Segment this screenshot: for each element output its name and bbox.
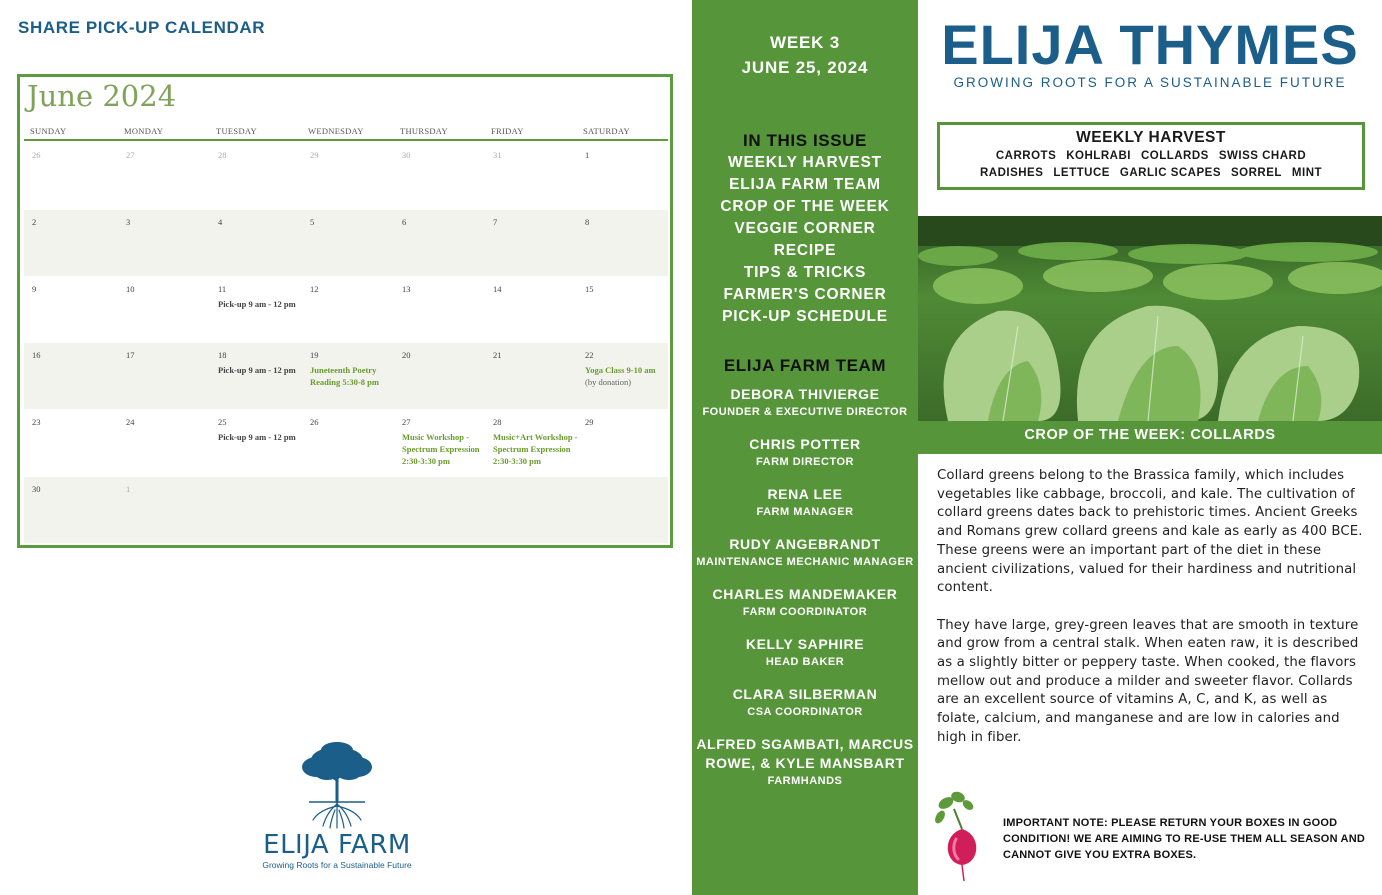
calendar-day-cell — [302, 143, 394, 209]
calendar-day-cell — [210, 210, 302, 276]
weekday-label: MONDAY — [124, 126, 164, 136]
calendar-day-cell — [485, 410, 577, 476]
elija-farm-logo — [252, 740, 422, 875]
calendar-day-cell — [394, 210, 485, 276]
member-role: FARMHANDS — [767, 775, 843, 787]
harvest-item: RADISHES — [979, 167, 1044, 179]
day-of-week-header — [24, 126, 668, 141]
member-role: FOUNDER & EXECUTIVE DIRECTOR — [702, 406, 908, 418]
toc-item: VEGGIE CORNER — [734, 220, 876, 237]
day-number: 7 — [493, 216, 498, 227]
team-member — [692, 585, 918, 620]
farm-team — [692, 355, 918, 804]
toc-item: CROP OF THE WEEK — [720, 198, 890, 215]
calendar-day-cell — [118, 143, 210, 209]
calendar-month-title: June 2024 — [27, 79, 177, 113]
harvest-item: GARLIC SCAPES — [1119, 167, 1221, 179]
toc-title: IN THIS ISSUE — [743, 131, 867, 150]
member-role: FARM DIRECTOR — [756, 456, 854, 468]
member-name: KELLY SAPHIRE — [745, 636, 865, 652]
calendar-week-row — [24, 410, 668, 476]
team-member — [692, 685, 918, 720]
day-number: 26 — [310, 417, 319, 428]
harvest-line-1 — [940, 148, 1362, 165]
team-member — [692, 385, 918, 420]
tree-roots-icon — [297, 740, 377, 830]
weekday-label: FRIDAY — [491, 126, 524, 136]
collards-article — [937, 467, 1367, 766]
event-title: Music Workshop - Spectrum Expression 2:30-3:30 pm — [402, 432, 480, 467]
calendar-day-cell — [577, 410, 668, 476]
day-number: 4 — [218, 216, 223, 227]
event-title: Pick-up 9 am - 12 pm — [218, 365, 296, 376]
calendar-event — [402, 431, 488, 467]
calendar-day-cell — [485, 143, 577, 209]
logo-tagline: Growing Roots for a Sustainable Future — [262, 860, 412, 870]
masthead-tagline: GROWING ROOTS FOR A SUSTAINABLE FUTURE — [953, 75, 1347, 90]
day-number: 23 — [32, 417, 41, 428]
event-title: Pick-up 9 am - 12 pm — [218, 298, 296, 309]
toc-item: ELIJA FARM TEAM — [729, 176, 881, 193]
masthead-title: ELIJA THYMES — [941, 13, 1359, 76]
day-number: 29 — [585, 417, 594, 428]
calendar-day-cell — [302, 277, 394, 343]
calendar-day-cell — [210, 277, 302, 343]
event-title: Yoga Class 9-10 am — [585, 365, 656, 376]
harvest-item: KOHLRABI — [1066, 150, 1131, 162]
event-title: Juneteenth Poetry Reading 5:30-8 pm — [310, 365, 379, 388]
weekday-label: SATURDAY — [583, 126, 630, 136]
calendar-day-cell — [577, 277, 668, 343]
issue-date: JUNE 25, 2024 — [741, 58, 869, 77]
calendar-day-cell — [394, 477, 485, 543]
day-number: 2 — [32, 216, 37, 227]
member-name: DEBORA THIVIERGE — [730, 386, 880, 402]
calendar-week-row — [24, 210, 668, 276]
day-number: 1 — [126, 484, 131, 494]
weekday-label: SUNDAY — [30, 126, 67, 136]
calendar-day-cell — [24, 277, 118, 343]
day-number: 13 — [402, 283, 411, 294]
weekday-label: WEDNESDAY — [308, 126, 364, 136]
table-of-contents — [692, 130, 918, 328]
calendar-event — [218, 364, 304, 376]
day-number: 27 — [402, 417, 411, 428]
calendar-day-cell — [577, 143, 668, 209]
calendar-day-cell — [577, 210, 668, 276]
harvest-line-2 — [940, 165, 1362, 182]
calendar-day-cell — [302, 410, 394, 476]
day-number: 9 — [32, 283, 37, 294]
day-number: 15 — [585, 283, 594, 294]
calendar-day-cell — [24, 410, 118, 476]
harvest-title: WEEKLY HARVEST — [1076, 129, 1226, 146]
member-role: HEAD BAKER — [765, 656, 845, 668]
calendar-day-cell — [302, 343, 394, 409]
member-role: CSA COORDINATOR — [747, 706, 863, 718]
day-number: 22 — [585, 350, 594, 361]
event-title: Pick-up 9 am - 12 pm — [218, 432, 296, 443]
calendar-day-cell — [210, 343, 302, 409]
toc-item: RECIPE — [773, 242, 837, 259]
collards-field-image — [918, 216, 1382, 421]
issue-week: WEEK 3 — [770, 33, 840, 52]
day-number: 8 — [585, 216, 590, 227]
article-paragraph-2: They have large, grey-green leaves that are smooth in texture and grow from a central stalk. When eaten raw, it is described as a slightly bitter or peppery taste. When cooked, the flavors mellow out and produce a milder and sweeter flavor. Collards are an excellent source of vitamins A, C, and K, as well as folate, calcium, and manganese and are low in calories and high in fiber. — [937, 617, 1359, 745]
calendar-event — [218, 431, 304, 443]
harvest-item: CARROTS — [995, 150, 1057, 162]
toc-item: WEEKLY HARVEST — [728, 154, 882, 171]
member-name: CHARLES MANDEMAKER — [712, 586, 898, 602]
calendar-day-cell — [394, 343, 485, 409]
calendar-week-row — [24, 143, 668, 209]
calendar-day-cell — [118, 477, 210, 543]
calendar-day-cell — [118, 410, 210, 476]
day-number: 30 — [402, 150, 411, 160]
calendar-day-cell — [577, 477, 668, 543]
day-number: 21 — [493, 350, 502, 361]
calendar-day-cell — [24, 477, 118, 543]
day-number: 14 — [493, 283, 502, 294]
calendar-day-cell — [24, 210, 118, 276]
member-role: FARM MANAGER — [756, 506, 854, 518]
calendar-day-cell — [118, 343, 210, 409]
calendar-day-cell — [485, 210, 577, 276]
day-number: 1 — [585, 150, 590, 160]
calendar-day-cell — [302, 210, 394, 276]
calendar-heading: SHARE PICK-UP CALENDAR — [18, 18, 266, 37]
calendar-event — [585, 364, 671, 388]
calendar-day-cell — [394, 410, 485, 476]
toc-list — [692, 152, 918, 328]
calendar-day-cell — [485, 343, 577, 409]
day-number: 12 — [310, 283, 319, 294]
weekday-label: TUESDAY — [216, 126, 257, 136]
article-paragraph-1: Collard greens belong to the Brassica family, which includes vegetables like cabbage, broccoli, and kale. The cultivation of collard greens dates back to prehistoric times. Ancient Greeks and Romans grew collard greens and kale as early as 400 BCE. These greens were an important part of the diet in these ancient civilizations, valued for their hardiness and nutritional content. — [937, 468, 1363, 596]
calendar-day-cell — [394, 143, 485, 209]
day-number: 20 — [402, 350, 411, 361]
harvest-item: MINT — [1291, 167, 1323, 179]
team-member — [692, 435, 918, 470]
day-number: 5 — [310, 216, 315, 227]
calendar-week-row — [24, 343, 668, 409]
day-number: 18 — [218, 350, 227, 361]
calendar-week-row — [24, 277, 668, 343]
member-name: CHRIS POTTER — [749, 436, 861, 452]
day-number: 16 — [32, 350, 41, 361]
day-number: 17 — [126, 350, 135, 361]
day-number: 11 — [218, 283, 227, 294]
member-name: RUDY ANGEBRANDT — [729, 536, 881, 552]
harvest-item: COLLARDS — [1140, 150, 1209, 162]
day-number: 30 — [32, 484, 41, 494]
toc-item: FARMER'S CORNER — [723, 286, 887, 303]
calendar-day-cell — [485, 277, 577, 343]
calendar-day-cell — [394, 277, 485, 343]
day-number: 24 — [126, 417, 135, 428]
calendar-day-cell — [210, 143, 302, 209]
weekday-label: THURSDAY — [400, 126, 448, 136]
june-calendar — [17, 74, 673, 548]
collards-field-photo — [918, 216, 1382, 421]
day-number: 6 — [402, 216, 407, 227]
member-name: CLARA SILBERMAN — [732, 686, 878, 702]
issue-header — [692, 30, 918, 80]
day-number: 10 — [126, 283, 135, 294]
calendar-event — [218, 298, 304, 310]
harvest-item: LETTUCE — [1053, 167, 1110, 179]
day-number: 28 — [493, 417, 502, 428]
member-role: FARM COORDINATOR — [742, 606, 868, 618]
member-name: RENA LEE — [767, 486, 843, 502]
day-number: 27 — [126, 150, 135, 160]
day-number: 19 — [310, 350, 319, 361]
harvest-item: SORREL — [1231, 167, 1282, 179]
calendar-event — [310, 364, 396, 388]
member-name: ALFRED SGAMBATI, MARCUS ROWE, & KYLE MANSBART — [696, 736, 914, 771]
toc-item: TIPS & TRICKS — [743, 264, 867, 281]
day-number: 3 — [126, 216, 131, 227]
calendar-day-cell — [24, 143, 118, 209]
calendar-day-cell — [210, 477, 302, 543]
day-number: 29 — [310, 150, 319, 160]
crop-of-week-banner: CROP OF THE WEEK: COLLARDS — [918, 421, 1382, 454]
team-member — [692, 735, 918, 789]
calendar-day-cell — [24, 343, 118, 409]
team-list — [692, 385, 918, 789]
calendar-day-cell — [118, 277, 210, 343]
calendar-day-cell — [577, 343, 668, 409]
harvest-item: SWISS CHARD — [1218, 150, 1307, 162]
calendar-day-cell — [302, 477, 394, 543]
day-number: 26 — [32, 150, 41, 160]
event-note: (by donation) — [585, 377, 632, 388]
newsletter-front — [918, 0, 1382, 895]
calendar-day-cell — [118, 210, 210, 276]
weekly-harvest-box — [937, 122, 1365, 190]
calendar-day-cell — [485, 477, 577, 543]
team-title: ELIJA FARM TEAM — [723, 356, 887, 375]
member-role: MAINTENANCE MECHANIC MANAGER — [696, 556, 914, 568]
team-member — [692, 485, 918, 520]
calendar-day-cell — [210, 410, 302, 476]
day-number: 28 — [218, 150, 227, 160]
event-title: Music+Art Workshop - Spectrum Expression 2:30-3:30 pm — [493, 432, 578, 467]
sidebar-panel — [692, 0, 918, 895]
radish-icon — [932, 787, 992, 883]
calendar-week-row — [24, 477, 668, 543]
day-number: 25 — [218, 417, 227, 428]
calendar-event — [493, 431, 579, 467]
team-member — [692, 535, 918, 570]
important-note: IMPORTANT NOTE: PLEASE RETURN YOUR BOXES IN GOOD CONDITION! WE ARE AIMING TO RE-USE THEM ALL SEASON AND CANNOT GIVE YOU EXTRA BOXES. — [1003, 817, 1365, 861]
team-member — [692, 635, 918, 670]
toc-item: PICK-UP SCHEDULE — [722, 308, 888, 325]
logo-name: ELIJA FARM — [263, 830, 411, 860]
day-number: 31 — [493, 150, 502, 160]
